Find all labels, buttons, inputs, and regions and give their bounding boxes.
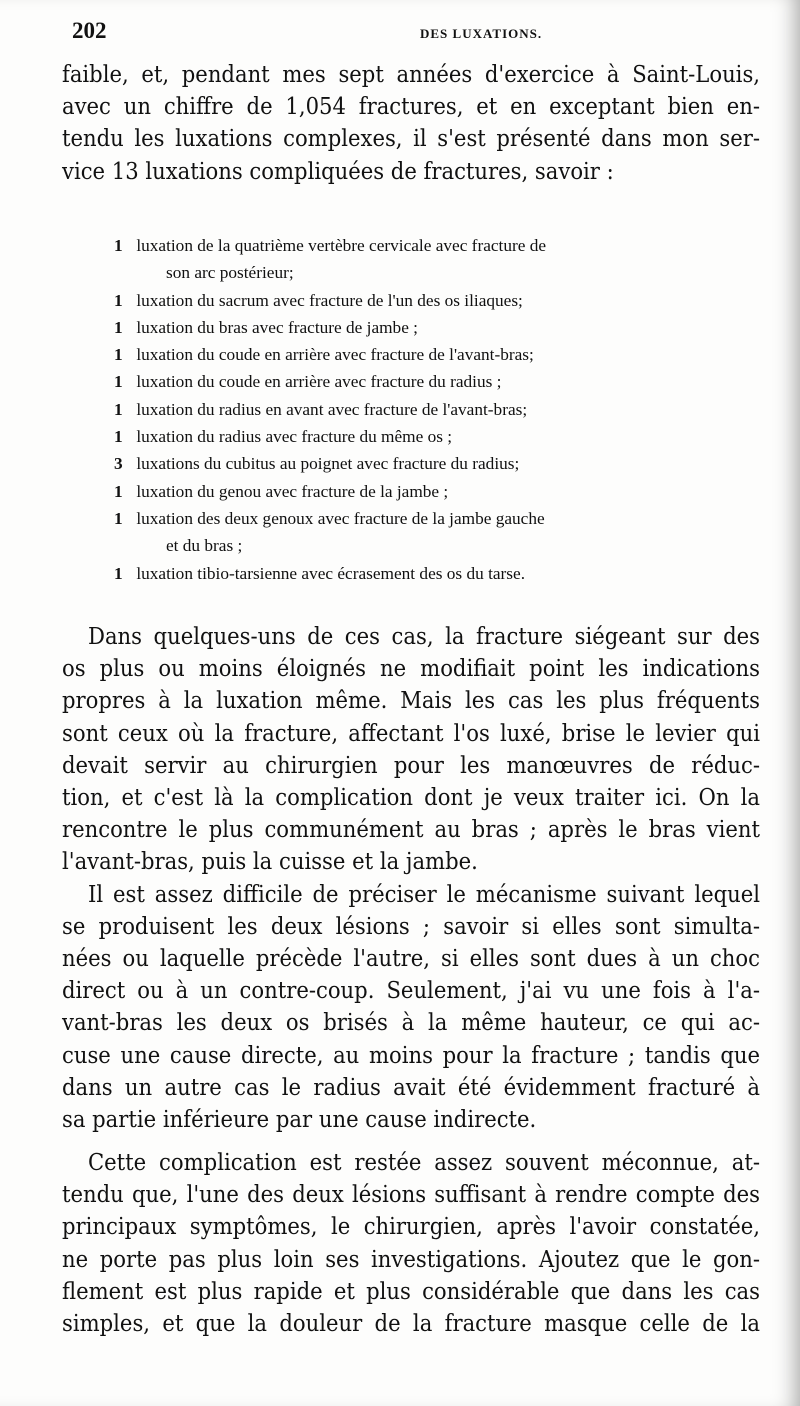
list-item-line bbox=[114, 560, 724, 587]
list-item-continuation: et du bras ; bbox=[166, 536, 243, 556]
list-item-count: 3 bbox=[114, 454, 123, 474]
text-line: sont ceux où la fracture, affectant l'os luxé, brise le levier qui bbox=[62, 718, 760, 747]
text-line: tendu que, l'une des deux lésions suffisant à rendre compte des bbox=[62, 1180, 760, 1209]
text-line: Dans quelques-uns de ces cas, la fracture siégeant sur des bbox=[88, 622, 760, 650]
list-item-count: 1 bbox=[114, 290, 123, 310]
list-item-text: luxations du cubitus au poignet avec fracture du radius; bbox=[136, 454, 520, 474]
list-item bbox=[114, 505, 724, 560]
text-line: direct ou à un contre-coup. Seulement, j'ai vu une fois à l'a- bbox=[62, 976, 760, 1005]
list-item-text: luxation des deux genoux avec fracture de la jambe gauche bbox=[136, 508, 545, 528]
page-header bbox=[72, 18, 762, 48]
body-paragraph-2 bbox=[62, 620, 760, 1135]
list-item-line bbox=[114, 505, 724, 532]
text-line: principaux symptômes, le chirurgien, après l'avoir constatée, bbox=[62, 1212, 760, 1241]
text-line: os plus ou moins éloignés ne modifiait point les indications bbox=[62, 654, 760, 683]
text-line: devait servir au chirurgien pour les manœuvres de réduc- bbox=[62, 750, 760, 779]
text-line: Il est assez difficile de préciser le mécanisme suivant lequel bbox=[88, 879, 760, 908]
text-line: propres à la luxation même. Mais les cas les plus fréquents bbox=[62, 686, 760, 715]
text-line: tion, et c'est là la complication dont je veux traiter ici. On la bbox=[62, 783, 760, 812]
text-line: se produisent les deux lésions ; savoir si elles sont simulta- bbox=[62, 911, 760, 940]
body-paragraph-3 bbox=[62, 1146, 760, 1339]
text-line: Cette complication est restée assez souvent méconnue, at- bbox=[88, 1148, 760, 1176]
text-line: vant-bras les deux os brisés à la même hauteur, ce qui ac- bbox=[62, 1008, 760, 1037]
list-item-text: luxation du radius en avant avec fracture de l'avant-bras; bbox=[136, 399, 528, 419]
list-item-line bbox=[114, 478, 724, 505]
text-line: cuse une cause directe, au moins pour la fracture ; tandis que bbox=[62, 1040, 760, 1069]
list-item-text: luxation tibio-tarsienne avec écrasement des os du tarse. bbox=[136, 563, 526, 583]
list-item bbox=[114, 368, 724, 395]
text-line: simples, et que la douleur de la fracture masque celle de la bbox=[62, 1309, 760, 1338]
text-line: vice 13 luxations compliquées de fractures, savoir : bbox=[62, 156, 614, 185]
text-line: rencontre le plus communément au bras ; après le bras vient bbox=[62, 815, 760, 844]
luxation-list bbox=[114, 232, 724, 587]
running-head: DES LUXATIONS. bbox=[420, 26, 543, 41]
list-item-text: luxation du sacrum avec fracture de l'un des os iliaques; bbox=[136, 290, 523, 310]
list-item-count: 1 bbox=[114, 563, 123, 583]
list-item bbox=[114, 450, 724, 477]
list-item-line bbox=[114, 368, 724, 395]
list-item-count: 1 bbox=[114, 345, 123, 365]
list-item-count: 1 bbox=[114, 508, 123, 528]
intro-paragraph bbox=[62, 58, 760, 187]
list-item-count: 1 bbox=[114, 427, 123, 447]
list-item bbox=[114, 287, 724, 314]
list-item-text: luxation du bras avec fracture de jambe ; bbox=[136, 317, 418, 337]
list-item-count: 1 bbox=[114, 481, 123, 501]
list-item-text: luxation du coude en arrière avec fracture de l'avant-bras; bbox=[136, 345, 534, 365]
page-number: 202 bbox=[72, 18, 107, 43]
list-item bbox=[114, 560, 724, 587]
list-item-line bbox=[114, 314, 724, 341]
text-line: avec un chiffre de 1,054 fractures, et en exceptant bien en- bbox=[62, 92, 760, 121]
list-item-count: 1 bbox=[114, 399, 123, 419]
list-item-line bbox=[114, 396, 724, 423]
list-item-line bbox=[114, 287, 724, 314]
list-item bbox=[114, 396, 724, 423]
text-line: faible, et, pendant mes sept années d'exercice à Saint-Louis, bbox=[62, 60, 760, 88]
text-line: nées ou laquelle précède l'autre, si elles sont dues à un choc bbox=[62, 944, 760, 973]
list-item-text: luxation du radius avec fracture du même os ; bbox=[136, 427, 453, 447]
list-item bbox=[114, 423, 724, 450]
list-item-line bbox=[114, 232, 724, 259]
list-item bbox=[114, 478, 724, 505]
list-item-text: luxation du genou avec fracture de la jambe ; bbox=[136, 481, 449, 501]
text-line: l'avant-bras, puis la cuisse et la jambe. bbox=[62, 847, 478, 876]
list-item-count: 1 bbox=[114, 317, 123, 337]
list-item-count: 1 bbox=[114, 236, 123, 255]
text-line: flement est plus rapide et plus considérable que dans les cas bbox=[62, 1276, 760, 1305]
list-item-count: 1 bbox=[114, 372, 123, 392]
text-line: sa partie inférieure par une cause indirecte. bbox=[62, 1105, 537, 1134]
text-line: ne porte pas plus loin ses investigations. Ajoutez que le gon- bbox=[62, 1244, 760, 1273]
text-line: dans un autre cas le radius avait été évidemment fracturé à bbox=[62, 1072, 760, 1101]
list-item-line bbox=[114, 450, 724, 477]
list-item bbox=[114, 232, 724, 287]
list-item bbox=[114, 341, 724, 368]
list-item-text: luxation du coude en arrière avec fracture du radius ; bbox=[136, 372, 502, 392]
list-item-line bbox=[114, 341, 724, 368]
text-line: tendu les luxations complexes, il s'est présenté dans mon ser- bbox=[62, 124, 760, 153]
list-item-continuation: son arc postérieur; bbox=[166, 263, 294, 283]
list-item bbox=[114, 314, 724, 341]
list-item-line bbox=[114, 423, 724, 450]
list-item-text: luxation de la quatrième vertèbre cervicale avec fracture de bbox=[136, 236, 547, 255]
